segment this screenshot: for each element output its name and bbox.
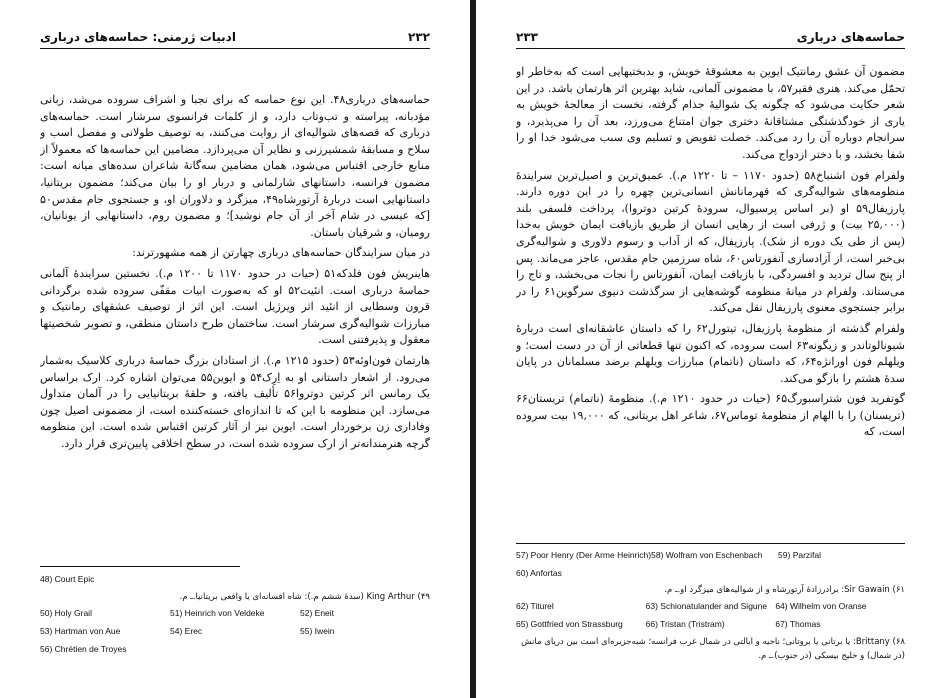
right-page-header xyxy=(516,30,905,49)
paragraph: ولفرام گذشته از منظومهٔ پارزیفال، تیتورل۶۲ را که داستان عاشقانه‌ای است دربارهٔ شیونالوتاندر و زیگونه۶۳ است سروده، که اکنون تنها قطعاتی از آن در دست است؛ و ویلهلم فون اورانژه۶۴، که داستان (ناتمام) مبارزات ویلهلم برضد مسلمانان در پایان سدهٔ هشتم را بازگو می‌کند. xyxy=(516,321,905,385)
footnote-grid xyxy=(516,599,905,613)
right-page-number: ۲۳۳ xyxy=(516,30,538,44)
right-footnotes xyxy=(516,548,905,665)
footnote-grid xyxy=(40,606,430,620)
footnote-49: ۴۹) King Arthur (سدهٔ ششم م.): شاه افسانه‌ای یا واقعی بریتانیا.ـ م. xyxy=(179,592,430,602)
paragraph: در میان سرایندگان حماسه‌های درباری چهارتن از همه مشهورترند: xyxy=(132,246,430,260)
footnote-48: 48) Court Epic xyxy=(40,574,95,584)
right-running-head: حماسه‌های درباری xyxy=(796,30,905,44)
footnote-64: 64) Wilhelm von Oranse xyxy=(775,601,867,611)
footnote-63: 63) Schionatulander and Sigune xyxy=(645,601,768,611)
paragraph: هارتمان فون‌اوئه۵۳ (حدود ۱۲۱۵ م.). از استادان بزرگ حماسهٔ درباری کلاسیک به‌شمار می‌رود. از اشعار داستانی او به اِرِک۵۴ و ایوین۵۵ می‌توان اشاره کرد. ارک براساس یک رمانس اثر کرتین دوتروا۵۶ تألیف یافته، و حلقهٔ بریتانیایی را در آلمان متداول می‌سازد. این منظومه با این که تا اندازه‌ای خسته‌کننده است، از مضمونی اصیل چون وفاداری زن برخوردار است. ایوین نیز از آثار کرتین اقتباس شده است. این منظومه گرچه هنرمندانه‌تر از ارک سروده شده است، در سطح اخلاقی پایین‌تری قرار دارد. xyxy=(40,353,430,450)
footnote-54: 54) Erec xyxy=(170,626,203,636)
left-page xyxy=(0,0,470,698)
footnote-51: 51) Heinrich von Veldeke xyxy=(170,608,265,618)
footnote-50: 50) Holy Grail xyxy=(40,608,92,618)
left-running-head: ادبیات ژرمنی: حماسه‌های درباری xyxy=(40,30,236,44)
left-page-header xyxy=(40,30,430,49)
paragraph: گوتفرید فون شتراسبورگ۶۵ (حیات در حدود ۱۲۱۰ م.). منظومهٔ (ناتمام) تریستان۶۶ (تریسنان) را با الهام از منظومهٔ توماس۶۷، شاعر اهل بریتانی، که ۱۹,۰۰۰ بیت سروده است، که xyxy=(516,392,905,439)
footnote-53: 53) Hartman von Aue xyxy=(40,626,121,636)
footnote-grid xyxy=(516,548,905,562)
footnote-rule xyxy=(40,566,240,567)
footnote-61: ۶۱) Sir Gawain: برادرزادهٔ آرتورشاه و از شوالیه‌های میزگرد او.ـ م. xyxy=(664,585,905,595)
left-footnotes xyxy=(40,572,430,656)
paragraph: ولفرام فون اشنباخ۵۸ (حدود ۱۱۷۰ – تا ۱۲۲۰ م.). عمیق‌ترین و اصیل‌ترین سرایندهٔ منظومه‌های شوالیه‌گری که قهرمانانش انسانی‌ترین چهره را در این دوره دارند. پارزیفال۵۹ او (بر اساس پرسیوال، سرودهٔ کرتین دوتروا)، پرداخت فلسفی بلند (۲۵,۰۰۰ بیت) و ژرفی است از رهایی انسان از طریق بازیافت ایمان خویش به‌خدا (پس از طی یک دوره از شک). پارزیفال، که از آداب و رسوم دلاوری و شوالیه‌گری بی‌خبر است، از آزادسازی آنفورتاس۶۰، شاه سرزمین جام مقدس، عاجز می‌ماند. پس از پنج سال تردید و افسردگی، با بازیافت ایمان، آنفورتاس را نجات می‌بخشد، و تاج را می‌ستاند. ولفرام در میانهٔ منظومه گوشه‌هایی از سرگذشت دنیوی سرگوین۶۱ را در برابر جستجوی معنوی پارزیفال نقل می‌کند. xyxy=(516,168,905,315)
paragraph: مضمون آن عشق رمانتیک ایوین به معشوقهٔ خویش، و بدبختیهایی است که به‌خاطر او تحمّل می‌کند. هنری فقیر۵۷، با مضمونی آلمانی، شاید بهترین اثر هارتمان باشد. در این شعر حکایت می‌شود که چگونه یک شوالیهٔ جذام گرفته، نخست از معالجهٔ خویش به یاری از خودگذشتگی مشتاقانهٔ دختری جوان امتناع می‌ورزد، بعد آن را می‌پذیرد، و سرانجام دوباره آن را رد می‌کند. خصلت تفویض و تسلیم وی سبب می‌شود خدا او را شفا بخشد، و با دختر ازدواج می‌کند. xyxy=(516,65,905,161)
footnote-56: 56) Chrétien de Troyes xyxy=(40,644,127,654)
footnote-66: 66) Tristan (Tristram) xyxy=(645,619,725,629)
footnote-52: 52) Eneit xyxy=(300,608,335,618)
footnote-57: 57) Poor Henry (Der Arme Heinrich) xyxy=(516,550,652,560)
right-page xyxy=(476,0,945,698)
footnote-55: 55) Iwein xyxy=(300,626,335,636)
footnote-67: 67) Thomas xyxy=(775,619,821,629)
footnote-rule xyxy=(516,543,905,544)
footnote-grid xyxy=(40,624,430,638)
footnote-68: ۶۸) Brittany: یا برتانی یا بروتانی؛ ناحیه و ایالتی در شمال غرب فرانسه؛ شبه‌جزیره‌ای است بین دریای مانش (در شمال) و خلیج بیسکی (در جنوب).ـ م. xyxy=(521,637,905,661)
right-page-body xyxy=(516,64,905,534)
paragraph: هاینریش فون فلدکه۵۱ (حیات در حدود ۱۱۷۰ تا ۱۲۰۰ م.). نخستین سرایندهٔ آلمانی حماسهٔ درباری است. انئیت۵۲ او که به‌صورت ابیات مقفّی سروده شده برگردانی قرون وسطایی از انئید اثر ویرژیل است. این اثر از توصیف عشقهای رمانتیک و مبارزات شوالیه‌گری سرشار است. ساختمان طرح داستان منطقی، و تصویر شخصیتها معقول و پذیرفتنی است. xyxy=(40,266,430,347)
left-page-number: ۲۳۲ xyxy=(408,30,430,44)
left-page-body xyxy=(40,92,430,532)
footnote-60: 60) Anfortas xyxy=(516,568,562,578)
footnote-59: 59) Parzifal xyxy=(778,550,822,560)
footnote-62: 62) Titurel xyxy=(516,601,554,611)
footnote-58: 58) Wolfram von Eschenbach xyxy=(651,550,763,560)
footnote-65: 65) Gottfried von Strassburg xyxy=(516,619,623,629)
paragraph: حماسه‌های درباری۴۸. این نوع حماسه که برای نجبا و اشراف سروده می‌شد، زبانی مؤدبانه، پیراسته و تب‌وتاب دارد، و از کلمات فرانسوی سرشار است. حماسه‌های درباری که قصه‌های شوالیه‌ای از روایت می‌کنند، به توصیف طولانی و مفصل اسب و سلاح و مسابقهٔ شمشیرزنی و نظایر آن می‌پردازد. مضامین این حماسه‌ها که معمولاً از منابع خارجی اقتباس می‌شود، همان مضامین سه‌گانهٔ شاعران سده‌های میانه است: مضمون فرانسه، داستانهای شارلمانی و دربار او را بیان می‌کند؛ مضمون بریتانیا، داستانهایی است دربارهٔ آرتورشاه۴۹، میزگرد و دلاوران او، و جستجوی جام مقدس۵۰ [که عیسی در شام آخر از آن جام نوشید]؛ و مضمون روم، داستانهایی از یونانیان، رومیان، و شرقیان باستان. xyxy=(40,93,430,239)
footnote-grid xyxy=(516,617,905,631)
